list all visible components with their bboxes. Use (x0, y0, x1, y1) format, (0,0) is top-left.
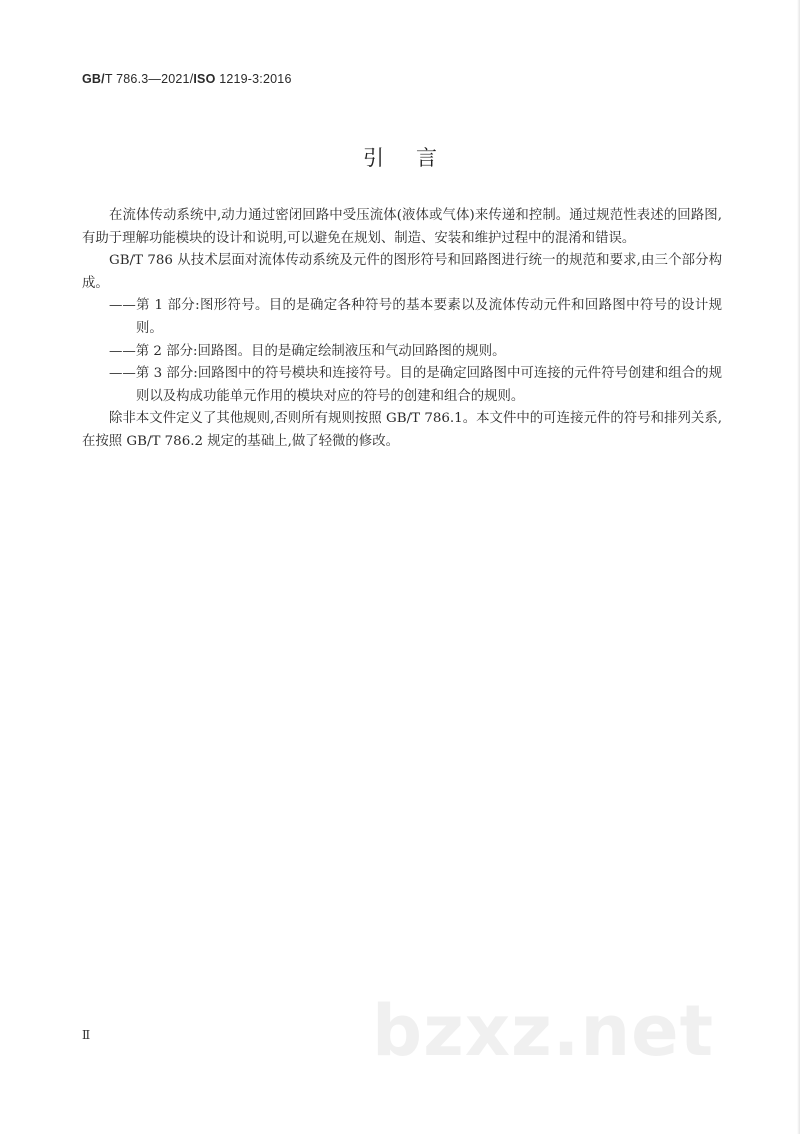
intro-paragraph-2: GB/T 786 从技术层面对流体传动系统及元件的图形符号和回路图进行统一的规范和要求,由三个部分构成。 (82, 253, 722, 291)
page-title: 引言 (363, 146, 469, 170)
watermark-text: bzxz.net (372, 990, 715, 1072)
document-code-header (82, 72, 292, 86)
header-code-rest: T 786.3—2021/ (104, 72, 194, 86)
header-iso-rest: 1219-3:2016 (215, 72, 292, 86)
header-code-bold: GB/ (82, 72, 105, 86)
header-iso-bold: ISO (193, 72, 216, 86)
intro-paragraph-1: 在流体传动系统中,动力通过密闭回路中受压流体(液体或气体)来传递和控制。通过规范性表述的回路图,有助于理解功能模块的设计和说明,可以避免在规划、制造、安装和维护过程中的混淆和错误。 (82, 208, 722, 246)
list-item-part-2: ——第 2 部分:回路图。目的是确定绘制液压和气动回路图的规则。 (109, 343, 506, 359)
page-number: Ⅱ (82, 1028, 91, 1042)
closing-paragraph: 除非本文件定义了其他规则,否则所有规则按照 GB/T 786.1。本文件中的可连接元件的符号和排列关系,在按照 GB/T 786.2 规定的基础上,做了轻微的修改。 (82, 411, 722, 449)
document-body (82, 205, 722, 454)
list-item-part-3: ——第 3 部分:回路图中的符号模块和连接符号。目的是确定回路图中可连接的元件符号创建和组合的规则以及构成功能单元作用的模块对应的符号的创建和组合的规则。 (109, 366, 722, 404)
list-item-part-1: ——第 1 部分:图形符号。目的是确定各种符号的基本要素以及流体传动元件和回路图中符号的设计规则。 (109, 298, 722, 336)
